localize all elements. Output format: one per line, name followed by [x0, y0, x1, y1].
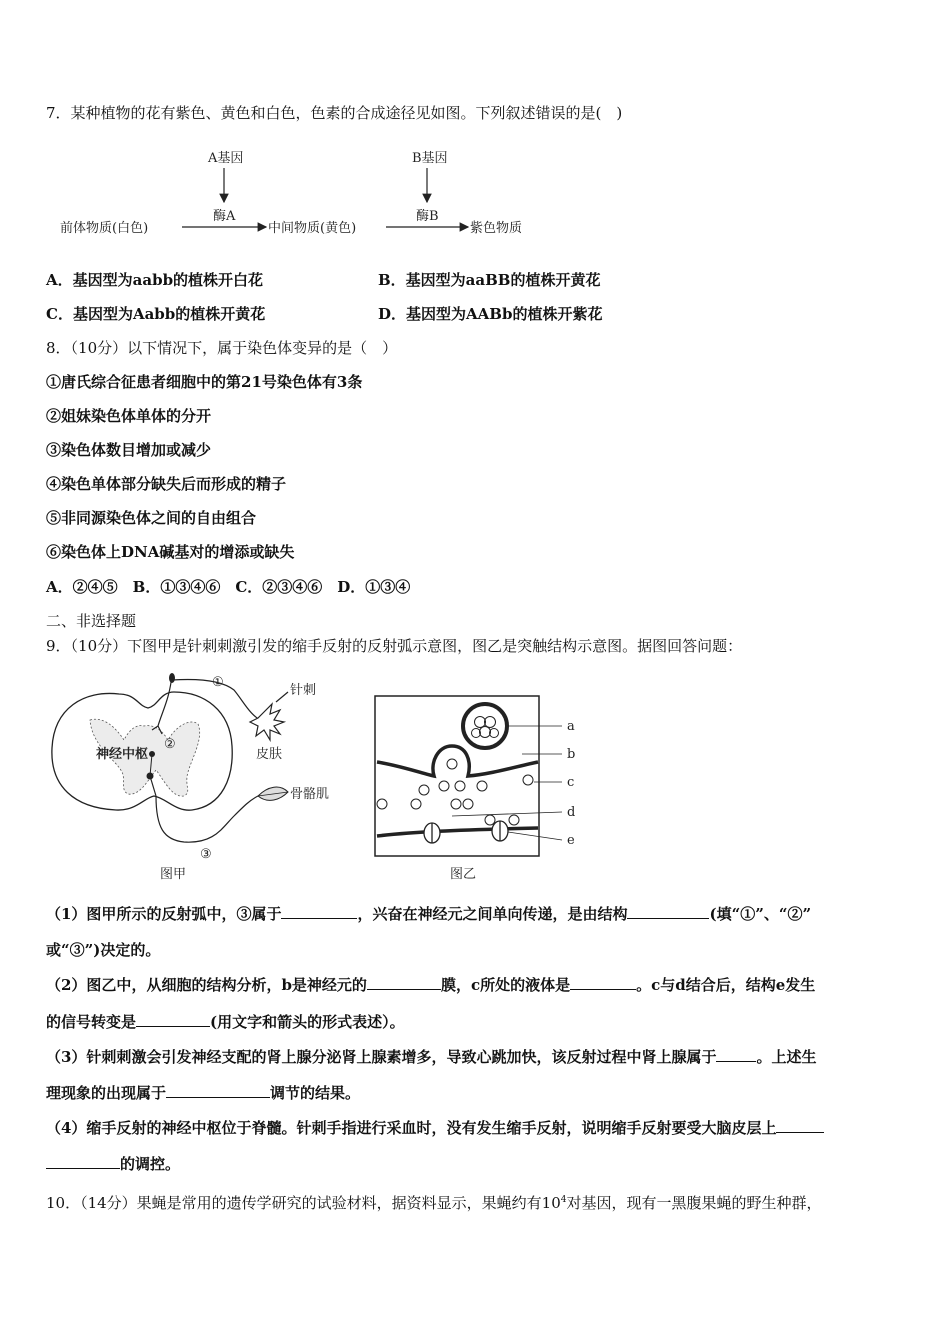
answer-blank-6[interactable] — [716, 1047, 756, 1062]
gene-b-label: B基因 — [412, 151, 448, 166]
label-a: a — [567, 719, 575, 734]
q9-part4-line2 — [46, 1154, 180, 1174]
q8-options: A．②④⑤ B．①③④⑥ C．②③④⑥ D．①③④ — [46, 578, 411, 596]
q9-part3-line1 — [46, 1047, 816, 1067]
needle-label: 针刺 — [290, 683, 317, 698]
q7-option-b: B．基因型为aaBB的植株开黄花 — [378, 271, 601, 289]
q9-p4-text-a: （4）缩手反射的神经中枢位于脊髓。针刺手指进行采血时，没有发生缩手反射，说明缩手反射要受大脑皮层上 — [46, 1119, 777, 1137]
q10-stem — [46, 1190, 822, 1213]
answer-blank-4[interactable] — [570, 975, 636, 990]
marker-2: ② — [164, 737, 176, 752]
q10-text-b: 对基因，现有一黑腹果蝇的野生种群， — [566, 1194, 822, 1212]
q10-text-a: 10．（14分）果蝇是常用的遗传学研究的试验材料，据资料显示，果蝇约有10 — [46, 1194, 561, 1212]
marker-1: ① — [212, 675, 224, 690]
q7-option-a: A．基因型为aabb的植株开白花 — [46, 271, 264, 289]
q10-exponent: 4 — [560, 1195, 567, 1205]
q7-pathway-diagram — [60, 140, 560, 245]
q9-part4-line1 — [46, 1118, 824, 1138]
q8-item-1: ①唐氏综合征患者细胞中的第21号染色体有3条 — [46, 373, 363, 391]
nerve-center-label: 神经中枢 — [96, 747, 149, 762]
q7-stem: 7．某种植物的花有紫色、黄色和白色，色素的合成途径见如图。下列叙述错误的是( ) — [46, 104, 623, 122]
answer-blank-8-cont[interactable] — [46, 1154, 120, 1169]
q9-p2-text-d: 的信号转变是 — [46, 1013, 137, 1031]
q9-p2-text-c: 。c与d结合后，结构e发生 — [636, 976, 816, 994]
q9-p3-text-c: 理现象的出现属于 — [46, 1084, 167, 1102]
figure-b-caption: 图乙 — [450, 867, 477, 882]
gene-a-label: A基因 — [208, 151, 244, 166]
q9-p1-text-a: （1）图甲所示的反射弧中，③属于 — [46, 905, 282, 923]
q7-option-c: C．基因型为Aabb的植株开黄花 — [46, 305, 266, 323]
figure-synapse — [372, 692, 582, 890]
q9-p2-text-b: 膜，c所处的液体是 — [440, 976, 571, 994]
figure-a-caption: 图甲 — [160, 867, 187, 882]
enzyme-b-label: 酶B — [416, 209, 439, 224]
answer-blank-7[interactable] — [166, 1083, 270, 1098]
q9-p4-text-b: 的调控。 — [120, 1155, 181, 1173]
label-c: c — [567, 775, 575, 790]
q9-part2-line1 — [46, 975, 815, 995]
label-e: e — [567, 833, 575, 848]
q9-p1-text-c: (填“①”、“②” — [709, 905, 812, 923]
label-b: b — [567, 747, 576, 762]
label-d: d — [567, 805, 576, 820]
q9-part1-line1 — [46, 904, 811, 924]
answer-blank-8[interactable] — [776, 1118, 824, 1133]
q8-item-6: ⑥染色体上DNA碱基对的增添或缺失 — [46, 543, 295, 561]
q9-p1-text-b: ，兴奋在神经元之间单向传递，是由结构 — [357, 905, 628, 923]
q9-part3-line2 — [46, 1083, 360, 1103]
skin-label: 皮肤 — [256, 747, 283, 762]
q9-p3-text-a: （3）针刺刺激会引发神经支配的肾上腺分泌肾上腺素增多，导致心跳加快，该反射过程中肾上腺属于 — [46, 1048, 717, 1066]
answer-blank-5[interactable] — [136, 1012, 210, 1027]
q9-stem: 9．（10分）下图甲是针刺刺激引发的缩手反射的反射弧示意图，图乙是突触结构示意图。据图回答问题： — [46, 637, 743, 655]
q9-p3-text-b: 。上述生 — [756, 1048, 817, 1066]
q9-p2-text-a: （2）图乙中，从细胞的结构分析，b是神经元的 — [46, 976, 367, 994]
figure-reflex-arc — [44, 668, 344, 890]
q8-item-4: ④染色单体部分缺失后而形成的精子 — [46, 475, 287, 493]
intermediate-label: 中间物质(黄色) — [268, 221, 357, 236]
answer-blank-1[interactable] — [281, 904, 357, 919]
q8-item-5: ⑤非同源染色体之间的自由组合 — [46, 509, 257, 527]
precursor-label: 前体物质(白色) — [60, 221, 149, 236]
q9-p3-text-d: 调节的结果。 — [270, 1084, 361, 1102]
q9-p2-text-e: (用文字和箭头的形式表述）。 — [210, 1013, 405, 1031]
q8-item-3: ③染色体数目增加或减少 — [46, 441, 212, 459]
answer-blank-3[interactable] — [367, 975, 441, 990]
q8-item-2: ②姐妹染色体单体的分开 — [46, 407, 212, 425]
q9-part2-line2 — [46, 1012, 405, 1032]
answer-blank-2[interactable] — [627, 904, 709, 919]
section-heading: 二、非选择题 — [46, 612, 137, 630]
q9-part1-line2: 或“③”)决定的。 — [46, 941, 161, 959]
muscle-label: 骨骼肌 — [290, 787, 330, 802]
q8-stem: 8．（10分）以下情况下，属于染色体变异的是（ ） — [46, 339, 398, 357]
q7-option-d: D．基因型为AABb的植株开紫花 — [378, 305, 603, 323]
product-label: 紫色物质 — [470, 221, 523, 236]
enzyme-a-label: 酶A — [213, 209, 236, 224]
marker-3: ③ — [200, 847, 212, 862]
